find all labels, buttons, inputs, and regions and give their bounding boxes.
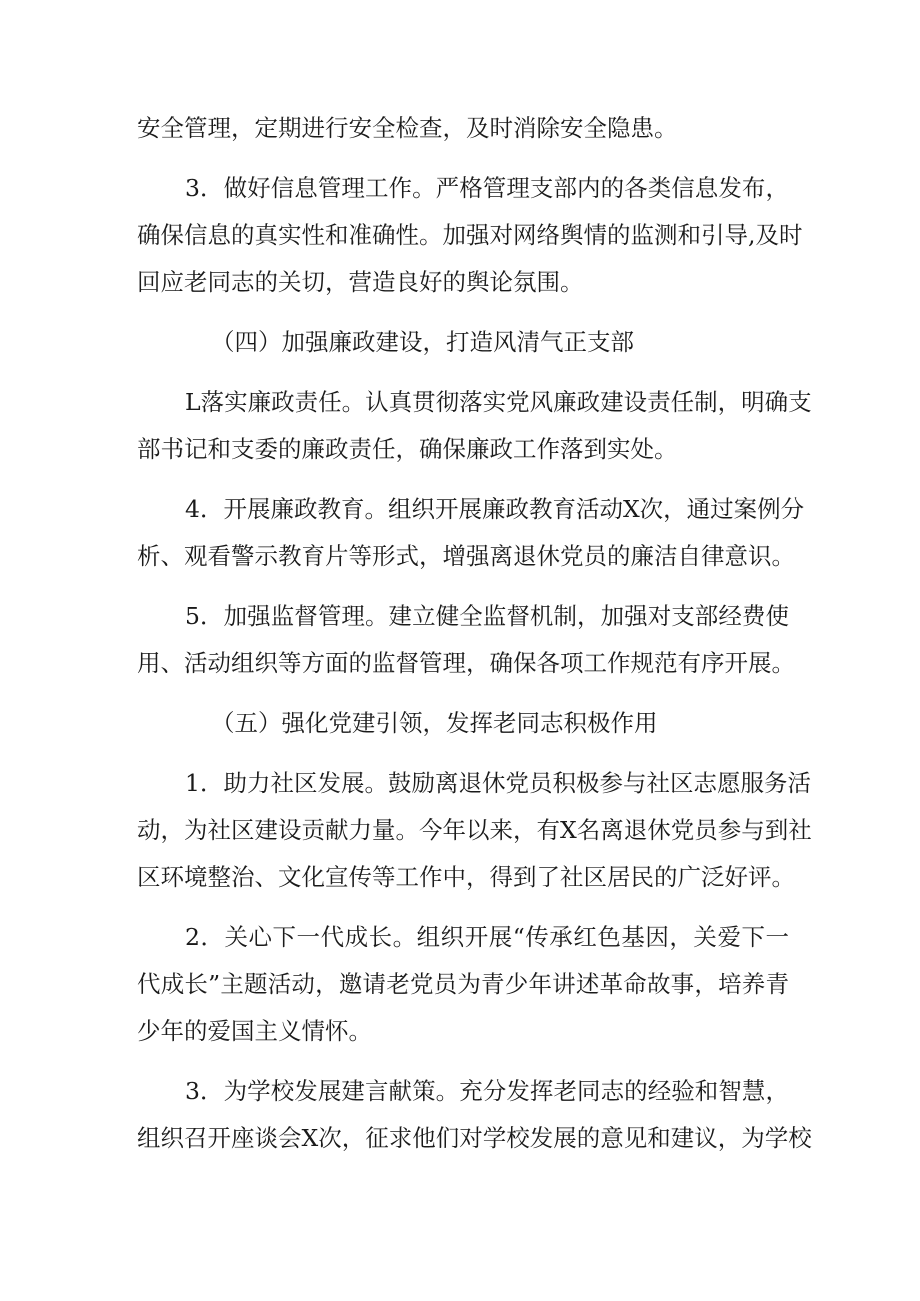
- section-heading: （四）加强廉政建设，打造风清气正支部: [211, 328, 634, 356]
- text-line: 析、观看警示教育片等形式，增强离退休党员的廉洁自律意识。: [137, 542, 795, 570]
- text-line: 用、活动组织等方面的监督管理，确保各项工作规范有序开展。: [137, 649, 795, 677]
- text-line: 回应老同志的关切，营造良好的舆论氛围。: [137, 268, 584, 296]
- text-line: 3．做好信息管理工作。严格管理支部内的各类信息发布，: [185, 174, 789, 202]
- text-line: 3．为学校发展建言献策。充分发挥老同志的经验和智慧，: [185, 1077, 789, 1105]
- text-line: 少年的爱国主义情怀。: [137, 1017, 372, 1045]
- text-line: 1．助力社区发展。鼓励离退休党员积极参与社区志愿服务活: [185, 769, 811, 797]
- text-line: 部书记和支委的廉政责任，确保廉政工作落到实处。: [137, 435, 678, 463]
- text-line: 2．关心下一代成长。组织开展“传承红色基因，关爱下一: [185, 923, 789, 951]
- text-line: 5．加强监督管理。建立健全监督机制，加强对支部经费使: [185, 602, 789, 630]
- text-line: 确保信息的真实性和准确性。加强对网络舆情的监测和引导,及时: [137, 221, 803, 249]
- section-heading: （五）强化党建引领，发挥老同志积极作用: [211, 709, 658, 737]
- text-line: 组织召开座谈会X次，征求他们对学校发展的意见和建议，为学校: [137, 1124, 812, 1152]
- text-line: 动，为社区建设贡献力量。今年以来，有X名离退休党员参与到社: [137, 816, 812, 844]
- text-line: 代成长”主题活动，邀请老党员为青少年讲述革命故事，培养青: [137, 970, 789, 998]
- text-line: 4．开展廉政教育。组织开展廉政教育活动X次，通过案例分: [185, 495, 805, 523]
- text-line: L落实廉政责任。认真贯彻落实党风廉政建设责任制，明确支: [185, 388, 812, 416]
- text-line: 区环境整治、文化宣传等工作中，得到了社区居民的广泛好评。: [137, 863, 795, 891]
- text-line: 安全管理，定期进行安全检查，及时消除安全隐患。: [137, 114, 678, 142]
